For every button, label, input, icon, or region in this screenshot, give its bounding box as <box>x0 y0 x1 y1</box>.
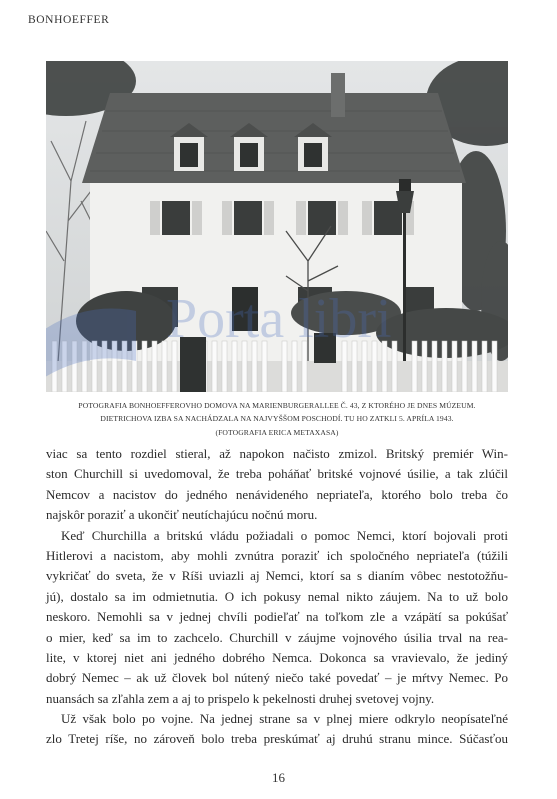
caption-line: (FOTOGRAFIA ERICA METAXASA) <box>215 427 339 437</box>
text-line: vykričať do sveta, že v Ríši uviazli aj Nemci, ktorí sa s dianím vôbec nestotožňu- <box>46 568 508 584</box>
text-line: dobrý Nemec – ak už človek bol nútený niečo také povedať – je mŕtvy Nemec. Po <box>46 670 508 686</box>
text-line: Už však bolo po vojne. Na jednej strane sa v plnej miere odkrylo neopísateľné <box>61 711 508 727</box>
house-illustration <box>46 61 508 392</box>
running-head: BONHOEFFER <box>28 14 110 26</box>
text-line: zlo Tretej ríše, no zároveň bolo treba preskúmať aj druhú stranu mince. Súčasťou <box>46 731 508 747</box>
text-line: viac sa tento rozdiel stieral, až napokon načisto zmizol. Britský premiér Win- <box>46 446 508 461</box>
caption-line: DIETRICHOVA IZBA SA NACHÁDZALA NA NAJVYŠŠOM POSCHODÍ. TU HO ZATKLI 5. APRÍLA 1943. <box>100 414 454 424</box>
text-line: najskôr poraziť a ukončiť neutíchajúcu nočnú moru. <box>46 507 318 523</box>
caption-line: POTOGRAFIA BONHOEFFEROVHO DOMOVA NA MARIENBURGERALLEE Č. 43, Z KTORÉHO JE DNES MÚZEUM. <box>78 401 476 410</box>
text-line: Hitlerovi a nacistom, aby mohli zvnútra poraziť ich spoločného nepriateľa (túžili <box>46 547 508 563</box>
photo-caption <box>46 399 508 439</box>
text-line: Nemcov a nacistov do jedného nenávideného nepriateľa, ktorého bolo treba čo <box>46 486 508 502</box>
text-line: jú), dostalo sa im odmietnutia. O ich pokusy nemal nikto záujem. Na to už bolo <box>46 588 508 604</box>
text-line: ston Churchill si uvedomoval, že treba poháňať britské vojnové úsilie, a tak zlúčil <box>46 466 508 482</box>
text-line: nuansách sa zľahla zem a aj to prispelo k pekelnosti druhej svetovej vojny. <box>46 690 435 706</box>
text-line: lite, v ktorej niet ani jedného dobrého Nemca. Dokonca sa vravievalo, že jediný <box>46 649 508 665</box>
text-line: o mier, keď sa im to zachcelo. Churchill v záujme vojnového úsilia trval na rea- <box>46 629 508 645</box>
page-number: 16 <box>272 770 285 785</box>
text-line: Keď Churchilla a britskú vládu požiadali o pomoc Nemci, ktorí bojovali proti <box>61 527 508 543</box>
house-photo <box>46 61 508 392</box>
text-line: neskoro. Nemohli sa v jednej chvíli podieľať na toľkom zle a vzápätí sa pokúšať <box>46 609 508 625</box>
svg-text:Porta libri: Porta libri <box>166 288 392 350</box>
body-text <box>46 444 508 750</box>
